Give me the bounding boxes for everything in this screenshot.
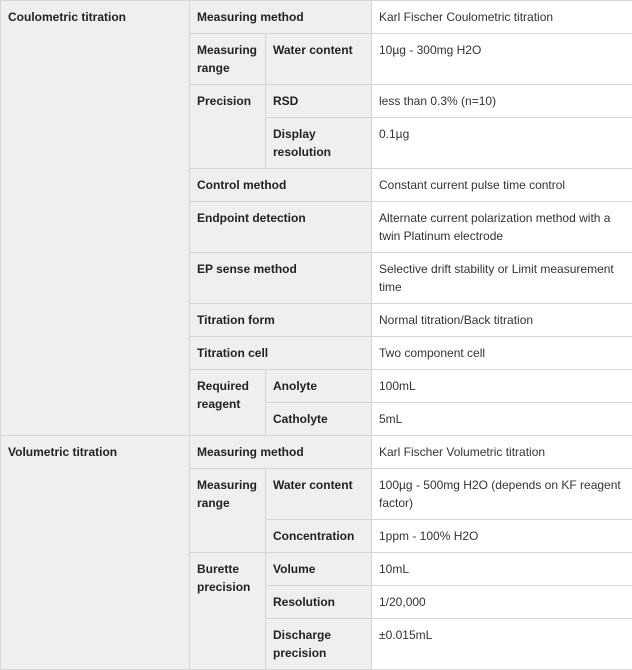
value-ep-sense-method: Selective drift stability or Limit measurement time [372,253,632,304]
value-endpoint-detection: Alternate current polarization method with a twin Platinum electrode [372,202,632,253]
label-control-method: Control method [190,169,372,202]
label-titration-form: Titration form [190,304,372,337]
value-anolyte: 100mL [372,370,632,403]
label-measuring-range: Measuring range [190,34,266,85]
label-endpoint-detection: Endpoint detection [190,202,372,253]
label-catholyte: Catholyte [266,403,372,436]
value-control-method: Constant current pulse time control [372,169,632,202]
label-burette-precision: Burette precision [190,553,266,670]
label-water-content: Water content [266,34,372,85]
value-measuring-method: Karl Fischer Volumetric titration [372,436,632,469]
label-measuring-method: Measuring method [190,1,372,34]
label-concentration: Concentration [266,520,372,553]
label-ep-sense-method: EP sense method [190,253,372,304]
label-titration-cell: Titration cell [190,337,372,370]
label-anolyte: Anolyte [266,370,372,403]
value-titration-cell: Two component cell [372,337,632,370]
value-resolution: 1/20,000 [372,586,632,619]
label-resolution: Resolution [266,586,372,619]
value-measuring-method: Karl Fischer Coulometric titration [372,1,632,34]
value-water-content: 10µg - 300mg H2O [372,34,632,85]
category-coulometric: Coulometric titration [1,1,190,436]
label-water-content: Water content [266,469,372,520]
label-required-reagent: Required reagent [190,370,266,436]
value-display-resolution: 0.1µg [372,118,632,169]
label-precision: Precision [190,85,266,169]
table-row [1,1,632,34]
label-volume: Volume [266,553,372,586]
label-measuring-method: Measuring method [190,436,372,469]
label-rsd: RSD [266,85,372,118]
value-titration-form: Normal titration/Back titration [372,304,632,337]
value-rsd: less than 0.3% (n=10) [372,85,632,118]
label-discharge-precision: Discharge precision [266,619,372,670]
value-discharge-precision: ±0.015mL [372,619,632,670]
label-display-resolution: Display resolution [266,118,372,169]
table-row [1,436,632,469]
category-volumetric: Volumetric titration [1,436,190,670]
value-concentration: 1ppm - 100% H2O [372,520,632,553]
value-catholyte: 5mL [372,403,632,436]
value-water-content: 100µg - 500mg H2O (depends on KF reagent factor) [372,469,632,520]
value-volume: 10mL [372,553,632,586]
label-measuring-range: Measuring range [190,469,266,553]
